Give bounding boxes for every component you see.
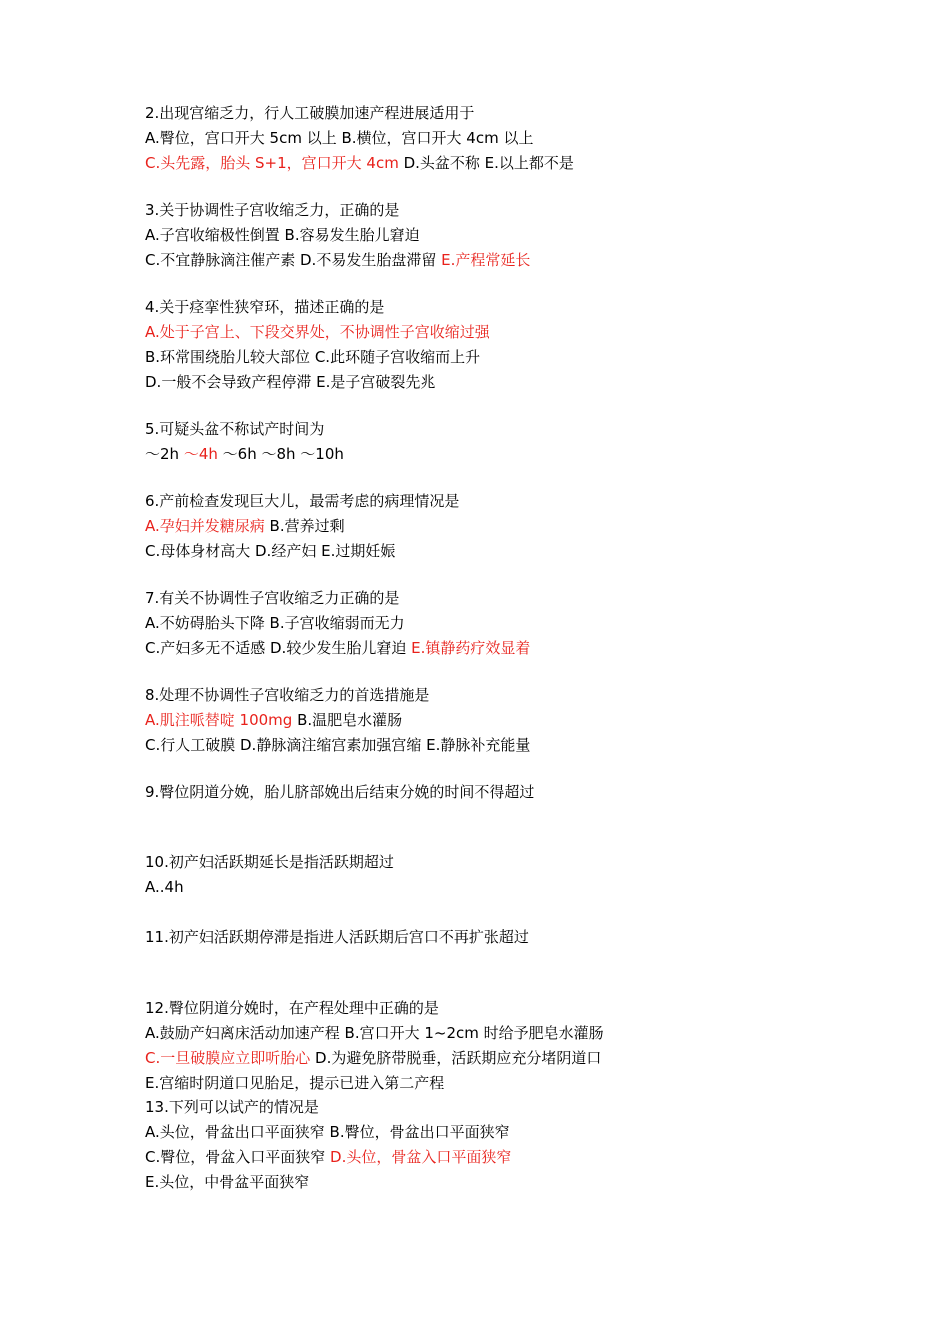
option-text: C.臀位，骨盆入口平面狭窄 [145, 1148, 331, 1166]
question-stem: 4.关于痉挛性狭窄环，描述正确的是 [145, 298, 385, 316]
option-line [145, 250, 530, 270]
option-text: D.为避免脐带脱垂，活跃期应充分堵阴道口 [315, 1049, 602, 1067]
option-line [145, 1023, 604, 1043]
correct-answer-text: D.头位，骨盆入口平面狭窄 [330, 1148, 512, 1166]
correct-answer-text: A.孕妇并发糖尿病 [145, 517, 270, 535]
option-text: D.一般不会导致产程停滞 E.是子宫破裂先兆 [145, 373, 436, 391]
option-text: A.子宫收缩极性倒置 B.容易发生胎儿窘迫 [145, 226, 420, 244]
correct-answer-text: C.一旦破膜应立即听胎心 [145, 1049, 316, 1067]
option-text: ～2h [145, 445, 184, 463]
option-line [145, 225, 420, 245]
option-text: B.营养过剩 [269, 517, 345, 535]
option-text: D.头盆不称 E.以上都不是 [403, 154, 574, 172]
option-line [145, 1048, 601, 1068]
correct-answer-text: C.头先露，胎头 S+1，宫口开大 4cm [145, 154, 404, 172]
option-text: A.不妨碍胎头下降 B.子宫收缩弱而无力 [145, 614, 405, 632]
option-line [145, 710, 402, 730]
option-line [145, 153, 574, 173]
question-stem: 8.处理不协调性子宫收缩乏力的首选措施是 [145, 686, 430, 704]
option-text: A.鼓励产妇离床活动加速产程 B.宫口开大 1~2cm 时给予肥皂水灌肠 [145, 1024, 604, 1042]
option-line [145, 541, 395, 561]
option-line [145, 372, 435, 392]
option-text: E.头位，中骨盆平面狭窄 [145, 1173, 310, 1191]
option-line [145, 1073, 444, 1093]
option-line [145, 1147, 511, 1167]
question-stem: 10.初产妇活跃期延长是指活跃期超过 [145, 853, 394, 871]
option-line [145, 516, 345, 536]
correct-answer-text: E.镇静药疗效显着 [411, 639, 531, 657]
option-text: C.母体身材高大 D.经产妇 E.过期妊娠 [145, 542, 396, 560]
option-text: C.产妇多无不适感 D.较少发生胎儿窘迫 [145, 639, 412, 657]
option-text: B.温肥皂水灌肠 [297, 711, 403, 729]
option-line [145, 1172, 309, 1192]
option-line [145, 735, 530, 755]
correct-answer-text: ～4h [183, 445, 223, 463]
question-stem: 13.下列可以试产的情况是 [145, 1098, 319, 1116]
option-text: B.环常围绕胎儿较大部位 C.此环随子宫收缩而上升 [145, 348, 481, 366]
question-stem: 2.出现宫缩乏力，行人工破膜加速产程进展适用于 [145, 104, 475, 122]
correct-answer-text: A.处于子宫上、下段交界处，不协调性子宫收缩过强 [145, 323, 490, 341]
question-stem: 5.可疑头盆不称试产时间为 [145, 420, 325, 438]
option-text: A.头位，骨盆出口平面狭窄 B.臀位，骨盆出口平面狭窄 [145, 1123, 510, 1141]
question-stem: 3.关于协调性子宫收缩乏力，正确的是 [145, 201, 400, 219]
option-text: E.宫缩时阴道口见胎足，提示已进入第二产程 [145, 1074, 445, 1092]
option-line [145, 322, 490, 342]
option-text: A.臀位，宫口开大 5cm 以上 B.横位，宫口开大 4cm 以上 [145, 129, 534, 147]
option-line [145, 638, 530, 658]
question-stem: 6.产前检查发现巨大儿，最需考虑的病理情况是 [145, 492, 460, 510]
question-stem: 12.臀位阴道分娩时，在产程处理中正确的是 [145, 999, 439, 1017]
question-stem: 7.有关不协调性子宫收缩乏力正确的是 [145, 589, 400, 607]
option-line [145, 444, 344, 464]
option-text: C.行人工破膜 D.静脉滴注缩宫素加强宫缩 E.静脉补充能量 [145, 736, 531, 754]
correct-answer-text: A.肌注哌替啶 100mg [145, 711, 298, 729]
correct-answer-text: E.产程常延长 [441, 251, 531, 269]
option-line [145, 1122, 510, 1142]
option-line [145, 347, 480, 367]
question-stem: 11.初产妇活跃期停滞是指进人活跃期后宫口不再扩张超过 [145, 928, 529, 946]
question-stem: 9.臀位阴道分娩，胎儿脐部娩出后结束分娩的时间不得超过 [145, 783, 535, 801]
option-text: C.不宜静脉滴注催产素 D.不易发生胎盘滞留 [145, 251, 442, 269]
option-line [145, 877, 184, 897]
option-text: ～6h ～8h ～10h [222, 445, 344, 463]
option-line [145, 613, 405, 633]
option-line [145, 128, 533, 148]
option-text: A..4h [145, 878, 184, 896]
